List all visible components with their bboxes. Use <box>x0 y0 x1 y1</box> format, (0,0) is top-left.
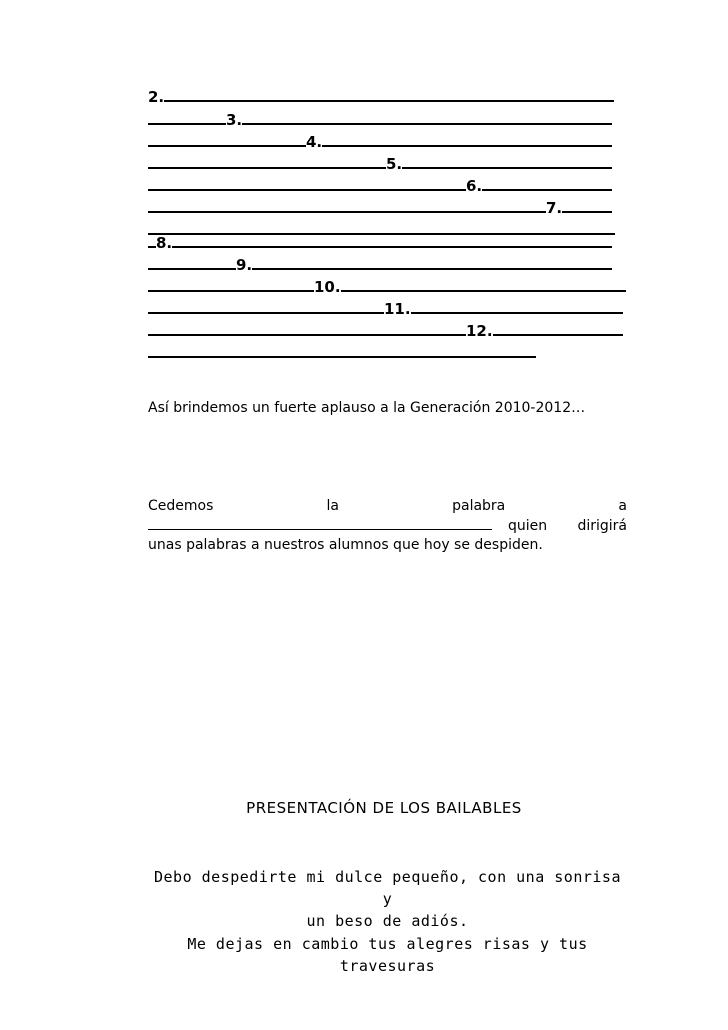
poem-line: un beso de adiós. <box>306 912 469 930</box>
fill-row-3 <box>148 133 615 151</box>
word: dirigirá <box>577 518 627 534</box>
blank-line <box>493 322 623 336</box>
blank-line <box>148 322 466 336</box>
item-number: 7. <box>546 199 563 217</box>
blank-line <box>148 234 156 248</box>
fill-row-12 <box>148 322 626 340</box>
item-number: 8. <box>156 234 173 252</box>
word: Cedemos <box>148 498 214 514</box>
item-number: 2. <box>148 88 165 106</box>
item-number: 3. <box>226 111 243 129</box>
cedemos-line-2 <box>148 516 627 536</box>
fill-row-10 <box>148 278 626 296</box>
item-number: 5. <box>386 155 403 173</box>
cedemos-line-1 <box>148 497 627 516</box>
item-number: 12. <box>466 322 493 340</box>
fill-row-4 <box>148 155 615 173</box>
cedemos-paragraph <box>148 497 627 555</box>
cedemos-line-3: unas palabras a nuestros alumnos que hoy se despiden. <box>148 537 543 553</box>
blank-line <box>148 278 314 292</box>
item-number: 10. <box>314 278 341 296</box>
item-number: 9. <box>236 256 253 274</box>
blank-line <box>148 155 386 169</box>
blank-line <box>252 256 612 270</box>
fill-row-5 <box>148 177 615 195</box>
blank-line <box>172 234 612 248</box>
blank-line <box>164 88 614 102</box>
fill-row-1 <box>148 88 615 106</box>
poem-line: Me dejas en cambio tus alegres risas y tus travesuras <box>187 935 588 975</box>
blank-line <box>562 199 612 213</box>
blank-line <box>341 278 626 292</box>
poem-line: Debo despedirte mi dulce pequeño, con una sonrisa y <box>153 868 621 908</box>
word: la <box>326 498 339 514</box>
blank-line <box>148 111 226 125</box>
blank-line <box>148 221 615 235</box>
blank-line <box>148 199 546 213</box>
word: palabra <box>452 498 506 514</box>
closing-text: Así brindemos un fuerte aplauso a la Generación 2010-2012… <box>148 400 586 416</box>
item-number: 6. <box>466 177 483 195</box>
fill-row-9 <box>148 256 615 274</box>
fill-row-2 <box>148 111 615 129</box>
word: quien <box>508 518 548 534</box>
blank-line <box>322 133 612 147</box>
blank-line <box>148 256 236 270</box>
blank-line <box>242 111 612 125</box>
item-number: 11. <box>384 300 411 318</box>
blank-line <box>148 177 466 191</box>
fill-row-6 <box>148 199 615 217</box>
word: a <box>618 498 627 514</box>
blank-line <box>148 344 536 358</box>
blank-line <box>148 300 384 314</box>
blank-line <box>482 177 612 191</box>
section-title: PRESENTACIÓN DE LOS BAILABLES <box>246 799 522 817</box>
blank-line <box>411 300 623 314</box>
blank-line <box>148 133 306 147</box>
blank-line <box>402 155 612 169</box>
blank-line <box>148 516 492 530</box>
item-number: 4. <box>306 133 323 151</box>
fill-row-8 <box>148 234 615 252</box>
poem <box>148 866 627 977</box>
fill-row-11 <box>148 300 626 318</box>
fill-row-13 <box>148 344 615 362</box>
